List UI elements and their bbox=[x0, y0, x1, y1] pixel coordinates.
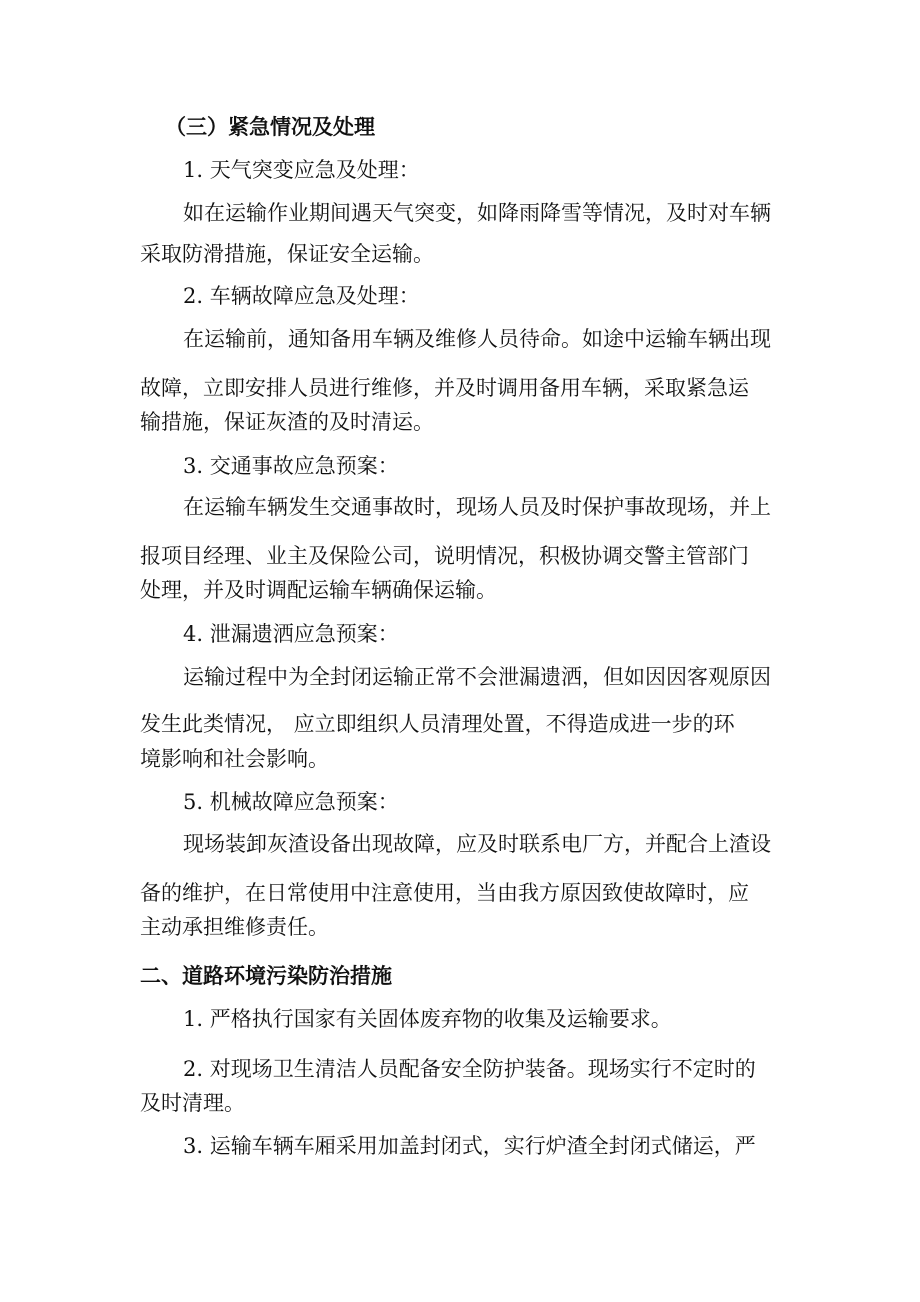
item-3-heading: 3. 交通事故应急预案： bbox=[183, 454, 399, 478]
item-2-text-line: 输措施，保证灰渣的及时清运。 bbox=[140, 410, 434, 434]
item-4-text-line: 运输过程中为全封闭运输正常不会泄漏遗洒，但如因因客观原因 bbox=[183, 665, 771, 689]
item-2-heading: 2. 车辆故障应急及处理： bbox=[183, 284, 420, 308]
item-3-text-line: 报项目经理、业主及保险公司，说明情况，积极协调交警主管部门 bbox=[140, 544, 749, 568]
item-4-heading: 4. 泄漏遗洒应急预案： bbox=[183, 622, 399, 646]
item-5-text-line: 现场装卸灰渣设备出现故障，应及时联系电厂方，并配合上渣设 bbox=[183, 832, 771, 856]
item-3-text-line: 处理，并及时调配运输车辆确保运输。 bbox=[140, 578, 497, 602]
measure-2-line: 2. 对现场卫生清洁人员配备安全防护装备。现场实行不定时的 bbox=[183, 1057, 756, 1081]
item-1-text-line: 采取防滑措施，保证安全运输。 bbox=[140, 242, 434, 266]
item-5-text-line: 备的维护，在日常使用中注意使用，当由我方原因致使故障时，应 bbox=[140, 881, 749, 905]
item-2-text-line: 故障，立即安排人员进行维修，并及时调用备用车辆，采取紧急运 bbox=[140, 376, 749, 400]
item-2-text-line: 在运输前，通知备用车辆及维修人员待命。如途中运输车辆出现 bbox=[183, 327, 771, 351]
section-two-heading: 二、道路环境污染防治措施 bbox=[140, 963, 392, 988]
measure-2-line: 及时清理。 bbox=[140, 1091, 245, 1115]
measure-3-line: 3. 运输车辆车厢采用加盖封闭式，实行炉渣全封闭式储运，严 bbox=[183, 1134, 756, 1158]
item-4-text-line: 发生此类情况， 应立即组织人员清理处置，不得造成进一步的环 bbox=[140, 712, 735, 736]
item-1-text-line: 如在运输作业期间遇天气突变，如降雨降雪等情况，及时对车辆 bbox=[183, 201, 771, 225]
item-3-text-line: 在运输车辆发生交通事故时，现场人员及时保护事故现场，并上 bbox=[183, 495, 771, 519]
section-three-heading: （三）紧急情况及处理 bbox=[165, 114, 375, 139]
item-5-heading: 5. 机械故障应急预案： bbox=[183, 790, 399, 814]
item-5-text-line: 主动承担维修责任。 bbox=[140, 915, 329, 939]
item-1-heading: 1. 天气突变应急及处理： bbox=[183, 158, 420, 182]
measure-1: 1. 严格执行国家有关固体废弃物的收集及运输要求。 bbox=[183, 1007, 672, 1031]
item-4-text-line: 境影响和社会影响。 bbox=[140, 747, 329, 771]
